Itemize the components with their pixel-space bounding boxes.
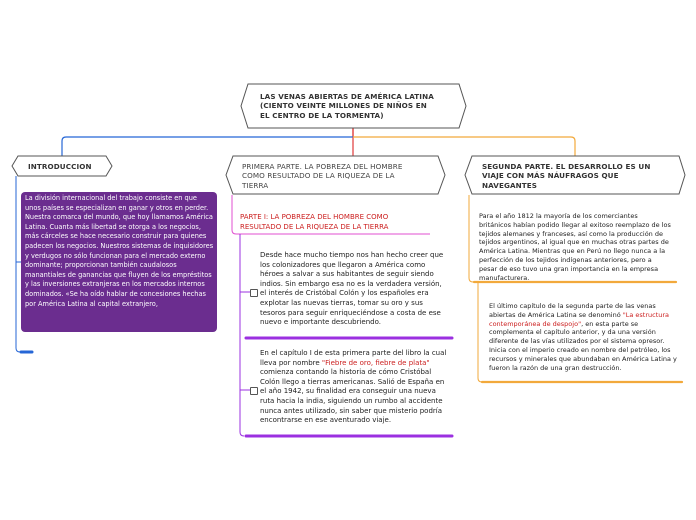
- intro-note-text: La división internacional del trabajo consiste en que unos países se especializan en ganar y otros en perder. Nuestra comarca del mundo, que hoy llamamos América Latina. Cuanta más libertad se otorga a los negocios, más cárceles se hace necesario construir para quienes padecen los negocios. Nuestros sistemas de inquisidores y verdugos no sólo funcionan para el mercado externo dominante; proporcionan también caudalosos manantiales de ganancias que fluyen de los empréstitos y las inversiones extranjeras en los mercados internos dominados. «Se ha oído hablar de concesiones hechas por América Latina al capital extranjero,: [25, 194, 214, 308]
- part2-note-2-highlight: "La estructura contemporánea de despojo": [489, 310, 670, 328]
- part2-topic[interactable]: [482, 162, 678, 190]
- part1-note-2-highlight: "Fiebre de oro, fiebre de plata": [321, 358, 430, 367]
- part1-note-1-text: Desde hace mucho tiempo nos han hecho creer que los colonizadores que llegaron a América como héroes a salvar a sus habitantes de seguir siendo indios. Sin embargo esa no es la verdadera versión, el interés de Cristóbal Colón y los españoles era explotar las nuevas tierras, tomar su oro y sus tesoros para seguir enriqueciéndose a costa de ese nuevo e importante descubriendo.: [260, 251, 444, 327]
- root-topic[interactable]: [260, 92, 460, 120]
- intro-note-box[interactable]: [21, 192, 217, 332]
- part2-note-1[interactable]: [479, 212, 671, 282]
- part2-note-2-text-b: , en esta parte se complementa el capítulo anterior, y da una versión diferente de las vías utilizados por el sistema opresor. Inicia con el imperio creado en nombre del petróleo, los recursos y minerales que abundaban en América Latina y fueron la razón de una gran destrucción.: [489, 319, 677, 372]
- intro-label: INTRODUCCION: [28, 162, 92, 171]
- part1-note2-checkbox[interactable]: [250, 387, 258, 395]
- part1-note-2-text-b: comienza contando la historia de cómo Cristóbal Colón llego a tierras americanas. Salió de España en el año 1942, su finalidad era conseguir una nueva ruta hacia la india, siguiendo un rumbo al accidente nunca antes utilizado, sin saber que misterio podría encontrarse en ese aventurado viaje.: [260, 368, 445, 425]
- part2-note-2[interactable]: [489, 302, 679, 372]
- part1-subtopic[interactable]: [240, 213, 440, 233]
- part2-label-line-3: NAVEGANTES: [482, 180, 538, 190]
- part2-note-1-text: Para el año 1812 la mayoría de los comerciantes británicos habían podido llegar al exitoso reemplazo de los tejidos alemanes y franceses, así como la producción de tejidos argentinos, al igual que en muchas otras partes de América Latina. Mientras que en Perú no llego nunca a la perfección de los tejidos indígenas anteriores, pero a pesar de eso tuvo una gran importancia en la empresa manufacturera.: [479, 212, 671, 282]
- root-title-line-2: (CIENTO VEINTE MILLONES DE NIÑOS EN: [260, 101, 427, 111]
- part1-note-2[interactable]: [260, 349, 448, 426]
- intro-topic[interactable]: [28, 162, 108, 171]
- part1-subtopic-line-1: PARTE I: LA POBREZA DEL HOMBRE COMO: [240, 213, 389, 221]
- part2-label-line-1: SEGUNDA PARTE. EL DESARROLLO ES UN: [482, 162, 651, 171]
- part1-note-1[interactable]: [260, 251, 448, 328]
- root-title-line-1: LAS VENAS ABIERTAS DE AMÉRICA LATINA: [260, 92, 434, 101]
- part2-label-line-2: VIAJE CON MÁS NÁUFRAGOS QUE: [482, 171, 619, 181]
- part1-label-line-3: TIERRA: [242, 180, 269, 190]
- part1-label-line-2: COMO RESULTADO DE LA RIQUEZA DE LA: [242, 171, 395, 181]
- part1-subtopic-line-2: RESULTADO DE LA RIQUEZA DE LA TIERRA: [240, 222, 389, 231]
- part1-label-line-1: PRIMERA PARTE. LA POBREZA DEL HOMBRE: [242, 162, 403, 171]
- part1-note-2-text-a: En el capítulo I de esta primera parte del libro la cual lleva por nombre: [260, 349, 447, 367]
- part2-note-2-text-a: El último capítulo de la segunda parte de las venas abiertas de América Latina se denominó: [489, 302, 656, 319]
- part1-note1-checkbox[interactable]: [250, 289, 258, 297]
- root-title-line-3: EL CENTRO DE LA TORMENTA): [260, 110, 384, 120]
- part1-topic[interactable]: [242, 162, 442, 190]
